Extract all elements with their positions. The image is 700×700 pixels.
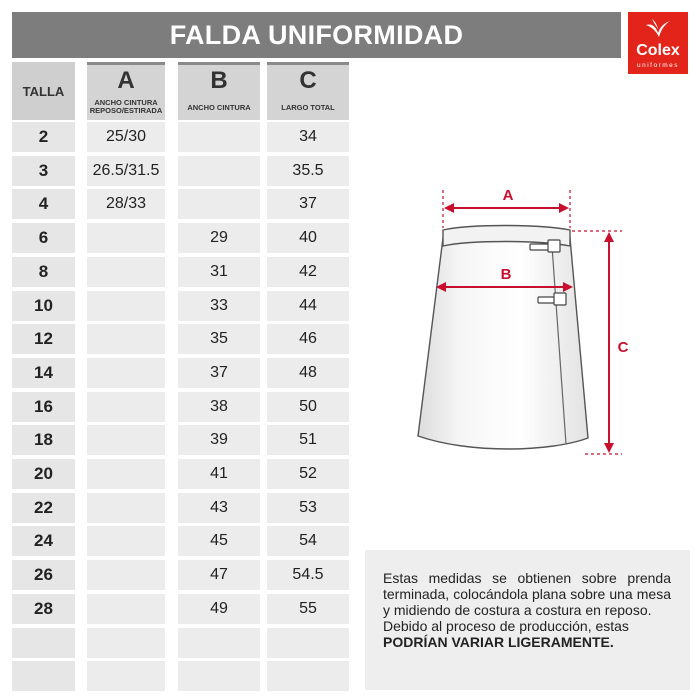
- size-cell: 20: [12, 459, 75, 489]
- size-cell: 2: [12, 122, 75, 152]
- size-cell: 12: [12, 324, 75, 354]
- cell-b: [178, 122, 260, 152]
- cell-b: 47: [178, 560, 260, 590]
- cell-c: 35.5: [267, 156, 349, 186]
- size-cell: 8: [12, 257, 75, 287]
- skirt-diagram: [410, 180, 635, 465]
- cell-c: 55: [267, 594, 349, 624]
- cell-c: 52: [267, 459, 349, 489]
- cell-b: [178, 661, 260, 691]
- cell-a: [87, 425, 165, 455]
- size-cell: 26: [12, 560, 75, 590]
- size-cell: [12, 628, 75, 658]
- cell-b: [178, 189, 260, 219]
- column-letter-b: B: [210, 67, 228, 94]
- size-cell: 18: [12, 425, 75, 455]
- size-cell: 14: [12, 358, 75, 388]
- cell-a: [87, 526, 165, 556]
- note-warning: PODRÍAN VARIAR LIGERAMENTE.: [383, 634, 614, 650]
- cell-b: 41: [178, 459, 260, 489]
- size-cell: 22: [12, 493, 75, 523]
- size-column-header: TALLA: [12, 62, 75, 120]
- size-cell: 28: [12, 594, 75, 624]
- cell-b: 29: [178, 223, 260, 253]
- cell-a: [87, 324, 165, 354]
- cell-c: 51: [267, 425, 349, 455]
- cell-a: 26.5/31.5: [87, 156, 165, 186]
- column-header-c: [267, 62, 349, 120]
- cell-a: [87, 392, 165, 422]
- cell-a: [87, 257, 165, 287]
- cell-c: 44: [267, 291, 349, 321]
- cell-a: 25/30: [87, 122, 165, 152]
- measure-a-label: A: [502, 187, 514, 204]
- cell-a: 28/33: [87, 189, 165, 219]
- cell-a: [87, 628, 165, 658]
- cell-c: 42: [267, 257, 349, 287]
- logo-name: Colex: [636, 42, 680, 59]
- cell-a: [87, 291, 165, 321]
- measurement-note: [365, 550, 690, 690]
- cell-a: [87, 594, 165, 624]
- size-cell: 16: [12, 392, 75, 422]
- column-letter-a: A: [117, 67, 135, 94]
- cell-b: [178, 628, 260, 658]
- column-label-a: ANCHO CINTURA REPOSO/ESTIRADA: [89, 98, 163, 115]
- cell-c: 34: [267, 122, 349, 152]
- note-text-production: Debido al proceso de producción, estas: [383, 618, 629, 634]
- size-cell: 3: [12, 156, 75, 186]
- brand-logo: [628, 12, 688, 74]
- cell-a: [87, 223, 165, 253]
- cell-c: 50: [267, 392, 349, 422]
- cell-b: 37: [178, 358, 260, 388]
- cell-c: 48: [267, 358, 349, 388]
- cell-c: 46: [267, 324, 349, 354]
- cell-b: 45: [178, 526, 260, 556]
- cell-b: 49: [178, 594, 260, 624]
- cell-c: 53: [267, 493, 349, 523]
- cell-c: 40: [267, 223, 349, 253]
- size-cell: [12, 661, 75, 691]
- logo-subtitle: uniformes: [636, 62, 680, 69]
- column-header-a: [87, 62, 165, 120]
- size-cell: 6: [12, 223, 75, 253]
- column-header-b: [178, 62, 260, 120]
- cell-a: [87, 493, 165, 523]
- cell-b: 43: [178, 493, 260, 523]
- measure-b-label: B: [500, 266, 512, 283]
- cell-a: [87, 358, 165, 388]
- size-cell: 24: [12, 526, 75, 556]
- cell-b: 31: [178, 257, 260, 287]
- column-label-b: ANCHO CINTURA: [187, 103, 251, 112]
- cell-a: [87, 459, 165, 489]
- measure-c-label: C: [617, 339, 629, 356]
- cell-b: [178, 156, 260, 186]
- cell-a: [87, 661, 165, 691]
- bird-icon: [644, 17, 672, 41]
- cell-c: 54.5: [267, 560, 349, 590]
- cell-c: [267, 628, 349, 658]
- cell-b: 38: [178, 392, 260, 422]
- column-letter-c: C: [299, 67, 317, 94]
- cell-c: 37: [267, 189, 349, 219]
- page-title: FALDA UNIFORMIDAD: [12, 12, 621, 58]
- note-text: Estas medidas se obtienen sobre prenda terminada, colocándola plana sobre una mesa y midiendo de costura a costura en reposo.: [383, 570, 671, 618]
- size-cell: 10: [12, 291, 75, 321]
- cell-b: 35: [178, 324, 260, 354]
- cell-c: 54: [267, 526, 349, 556]
- cell-b: 39: [178, 425, 260, 455]
- column-label-c: LARGO TOTAL: [281, 103, 335, 112]
- cell-a: [87, 560, 165, 590]
- cell-c: [267, 661, 349, 691]
- size-cell: 4: [12, 189, 75, 219]
- cell-b: 33: [178, 291, 260, 321]
